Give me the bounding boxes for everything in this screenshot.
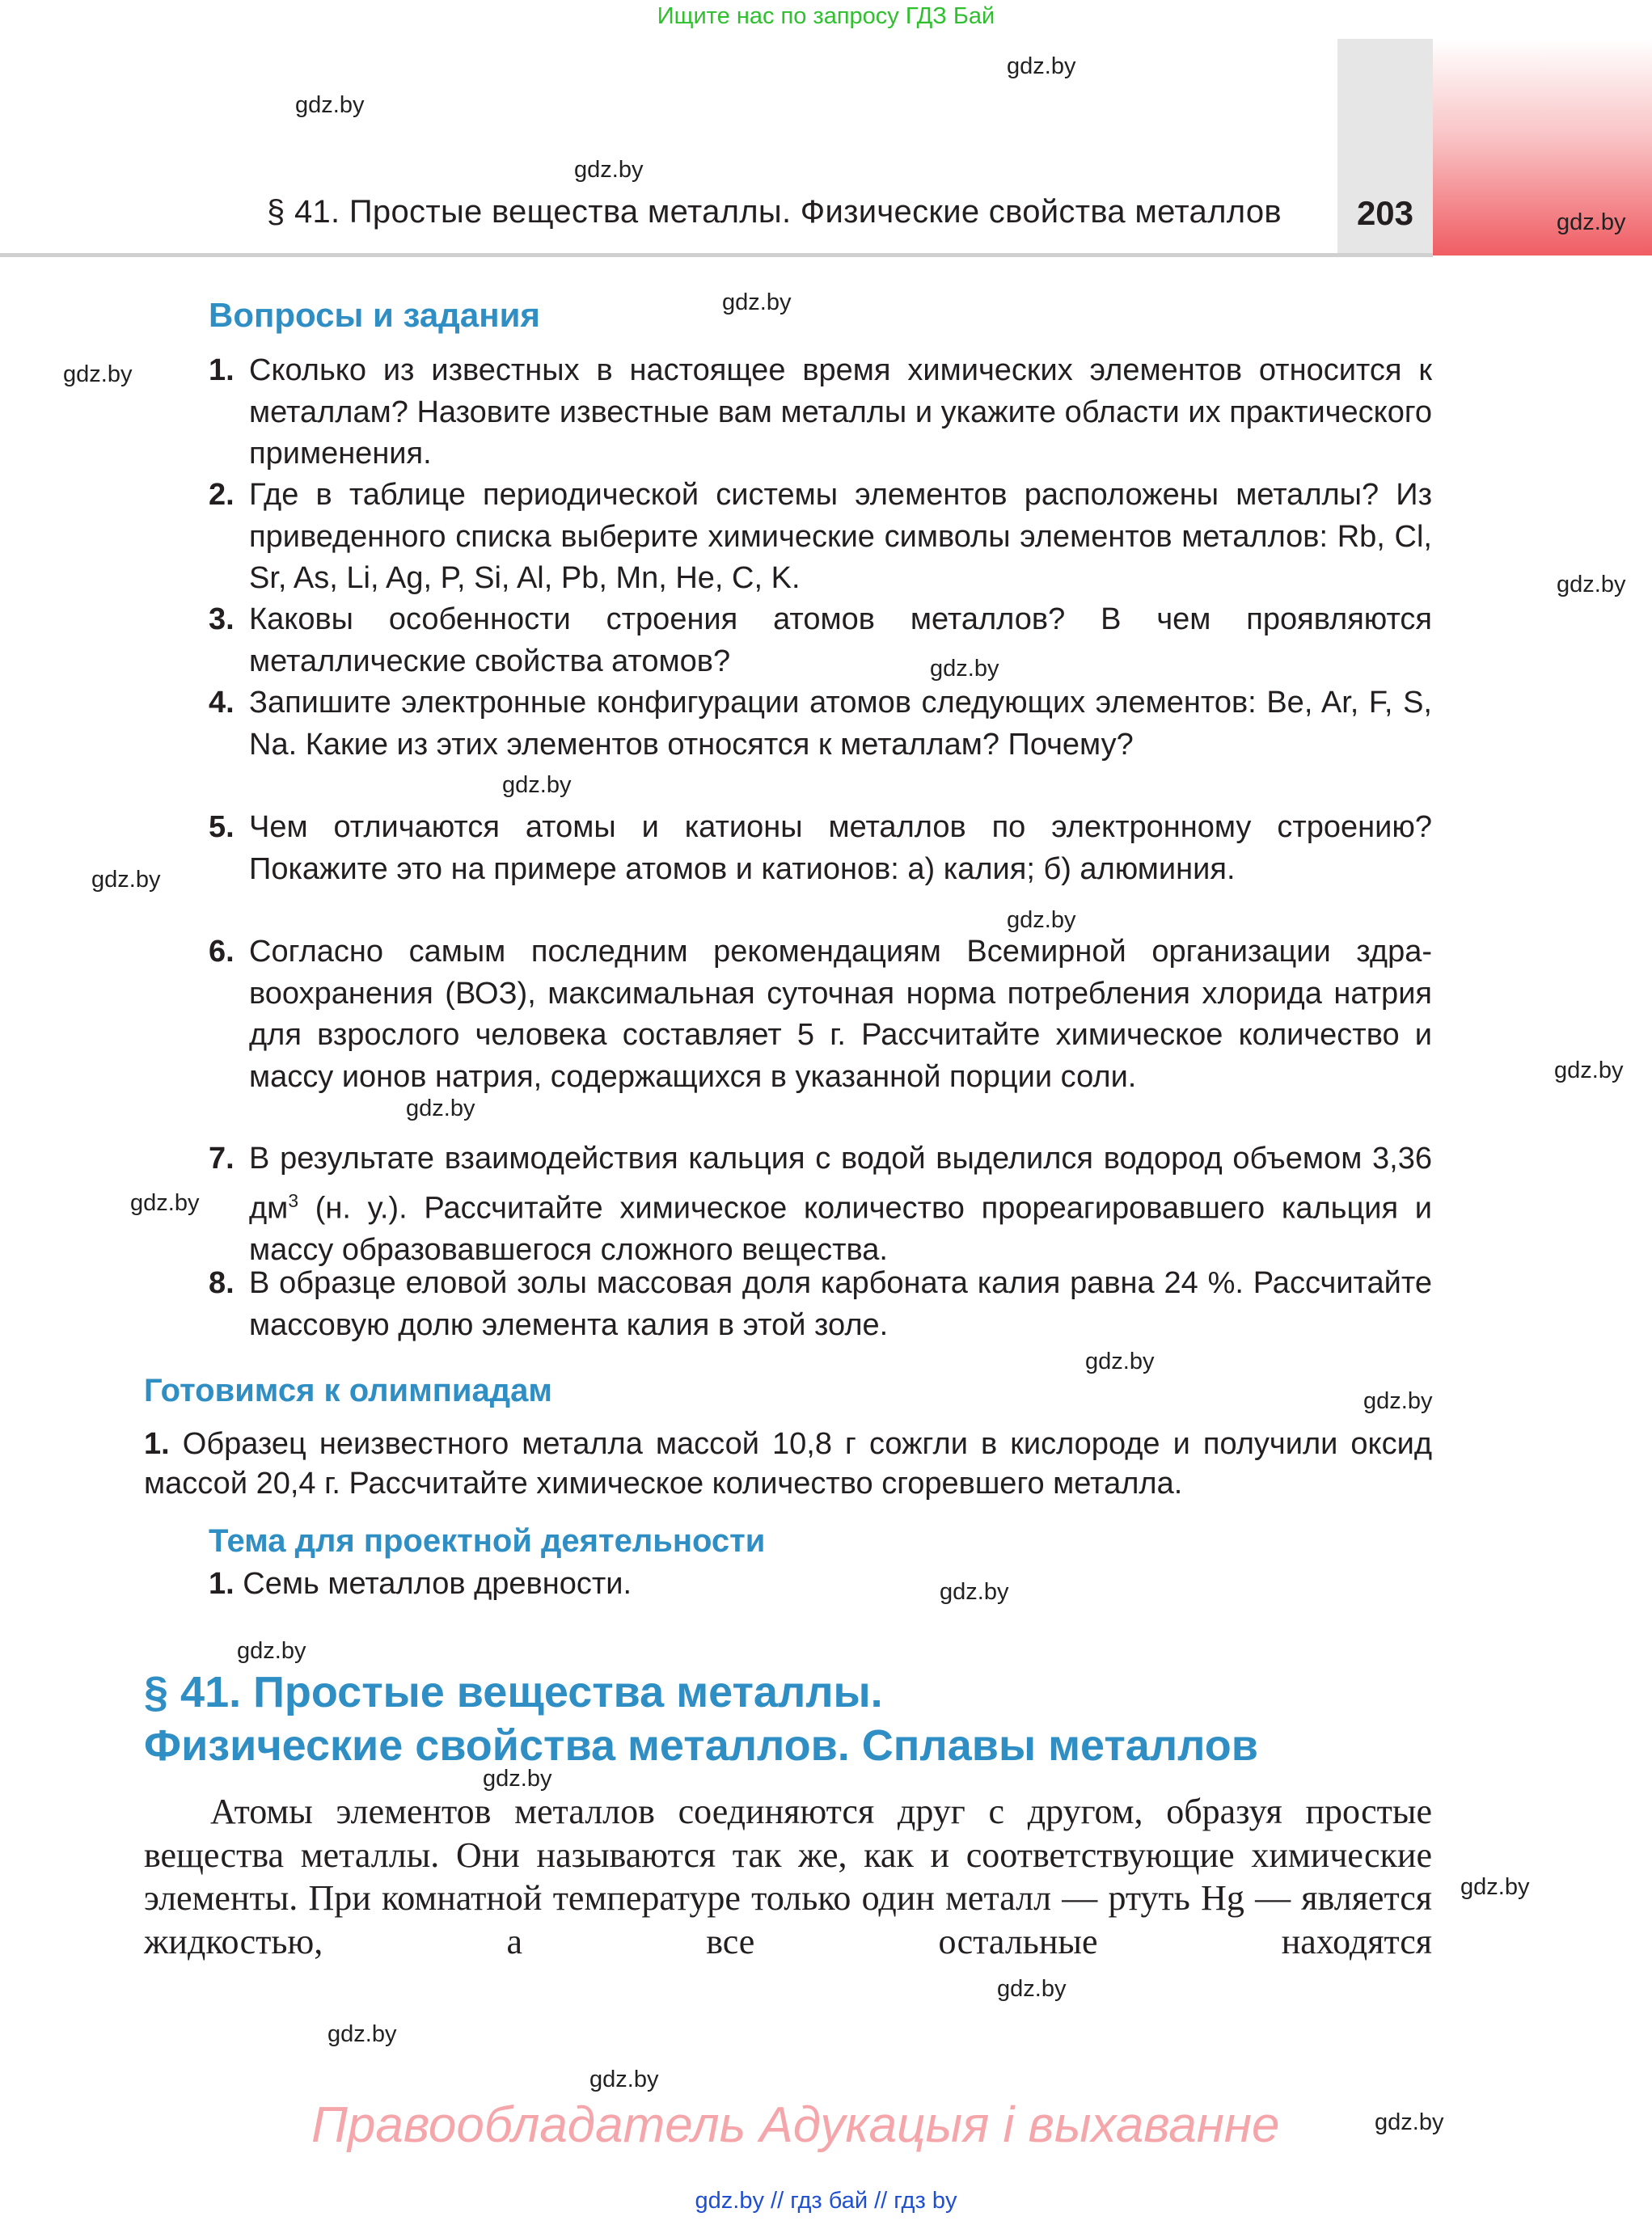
- top-search-banner[interactable]: Ищите нас по запросу ГДЗ Бай: [657, 3, 995, 29]
- question-item: [209, 1263, 1432, 1346]
- paragraph-body-text: Атомы элементов металлов соединяются друг с другом, образуя простые вещества металлы. Они называются так же, как и соответствующие химические элементы. При комнатной температуре только один металл — ртуть Hg — является жидкостью, а все остальные находятся: [144, 1792, 1432, 1961]
- question-item: [209, 1138, 1432, 1271]
- question-text: Чем отличаются атомы и катионы металлов по электронному строению? Покажите это на примере атомов и катионов: а) калия; б) алюминия.: [249, 810, 1432, 886]
- task-number: 1.: [144, 1427, 170, 1461]
- question-number: 8.: [209, 1266, 234, 1300]
- watermark: gdz.by: [406, 1096, 475, 1121]
- watermark: gdz.by: [1363, 1388, 1433, 1414]
- rights-holder-watermark: Правообладатель Адукацыя і выхаванне: [311, 2097, 1280, 2153]
- project-topic: [209, 1567, 632, 1602]
- question-item: [209, 475, 1432, 600]
- watermark: gdz.by: [1375, 2109, 1444, 2135]
- question-text: Где в таблице периодической системы элементов расположены металлы? Из приведенного списка выберите химические символы элементов металлов: Rb, Cl, Sr, As, Li, Ag, P, Si, Al, Pb, Mn, He, C, K.: [249, 478, 1432, 595]
- question-item: [209, 807, 1432, 890]
- topic-number: 1.: [209, 1567, 234, 1601]
- watermark: gdz.by: [574, 157, 644, 183]
- olympiad-heading: Готовимся к олимпиадам: [144, 1373, 552, 1408]
- watermark: gdz.by: [930, 656, 999, 682]
- watermark: gdz.by: [130, 1190, 200, 1216]
- question-number: 6.: [209, 935, 234, 969]
- header-divider: [0, 253, 1433, 257]
- paragraph-title-line1: § 41. Простые вещества металлы.: [144, 1668, 883, 1716]
- question-number: 2.: [209, 478, 234, 512]
- topic-text: Семь металлов древности.: [234, 1567, 632, 1601]
- paragraph-title-line2: Физические свойства металлов. Сплавы металлов: [144, 1721, 1258, 1770]
- watermark: gdz.by: [940, 1579, 1009, 1605]
- watermark: gdz.by: [1557, 572, 1626, 597]
- watermark: gdz.by: [1557, 209, 1626, 235]
- bottom-links[interactable]: gdz.by // гдз бай // гдз by: [695, 2188, 957, 2214]
- watermark: gdz.by: [483, 1766, 552, 1792]
- superscript: 3: [288, 1189, 298, 1211]
- question-number: 5.: [209, 810, 234, 844]
- watermark: gdz.by: [295, 92, 365, 118]
- question-item: [209, 350, 1432, 475]
- watermark: gdz.by: [1460, 1874, 1530, 1900]
- watermark: gdz.by: [1085, 1349, 1155, 1374]
- question-text: В образце еловой золы массовая доля карбоната калия равна 24 %. Рассчитайте массовую долю элемента калия в этой золе.: [249, 1266, 1432, 1342]
- question-text: Запишите электронные конфигурации атомов следующих элементов: Be, Ar, F, S, Na. Какие из этих элементов относятся к металлам? Почему?: [249, 686, 1432, 762]
- watermark: gdz.by: [1007, 53, 1076, 79]
- watermark: gdz.by: [327, 2021, 397, 2047]
- question-item: [209, 931, 1432, 1098]
- watermark: gdz.by: [722, 289, 792, 315]
- page-number: 203: [1356, 194, 1414, 232]
- question-text: [249, 1138, 1432, 1271]
- paragraph-body: [144, 1790, 1432, 1963]
- question-number: 3.: [209, 602, 234, 636]
- question-text-part: (н. у.). Рассчитайте химическое количество прореагировавшего кальция и массу образовавшегося сложного вещества.: [249, 1191, 1432, 1267]
- watermark: gdz.by: [1554, 1058, 1624, 1083]
- task-text: Образец неизвестного металла массой 10,8 г сожгли в кислороде и получили оксид массой 20,4 г. Рассчитайте химическое количество сгоревшего металла.: [144, 1427, 1432, 1501]
- watermark: gdz.by: [91, 867, 161, 893]
- question-number: 4.: [209, 686, 234, 720]
- question-item: [209, 599, 1432, 682]
- watermark: gdz.by: [589, 2067, 659, 2092]
- question-text: Согласно самым последним рекомендациям Всемирной организации здравоохранения (ВОЗ), максимальная суточная норма потребления хлорида натрия для взрослого человека составляет 5 г. Рассчитайте химическое количество и массу ионов натрия, содержащихся в указанной порции соли.: [249, 935, 1432, 1094]
- question-text-part: В результате взаимодействия кальция с водой выделился водород объемом 3,36 дм: [249, 1142, 1432, 1226]
- watermark: gdz.by: [63, 361, 133, 387]
- questions-heading: Вопросы и задания: [209, 296, 540, 334]
- olympiad-task: [144, 1425, 1432, 1504]
- question-number: 7.: [209, 1142, 234, 1176]
- watermark: gdz.by: [502, 772, 572, 798]
- question-text: Каковы особенности строения атомов металлов? В чем проявляются металлические свойства атомов?: [249, 602, 1432, 678]
- question-item: [209, 682, 1432, 766]
- watermark: gdz.by: [237, 1638, 306, 1664]
- question-text: Сколько из известных в настоящее время химических элементов относится к металлам? Назовите известные вам металлы и укажите области их практического применения.: [249, 353, 1432, 471]
- running-header-title: § 41. Простые вещества металлы. Физические свойства металлов: [267, 194, 1282, 230]
- watermark: gdz.by: [1007, 907, 1076, 933]
- project-heading: Тема для проектной деятельности: [209, 1523, 766, 1559]
- question-number: 1.: [209, 353, 234, 387]
- watermark: gdz.by: [997, 1976, 1067, 2002]
